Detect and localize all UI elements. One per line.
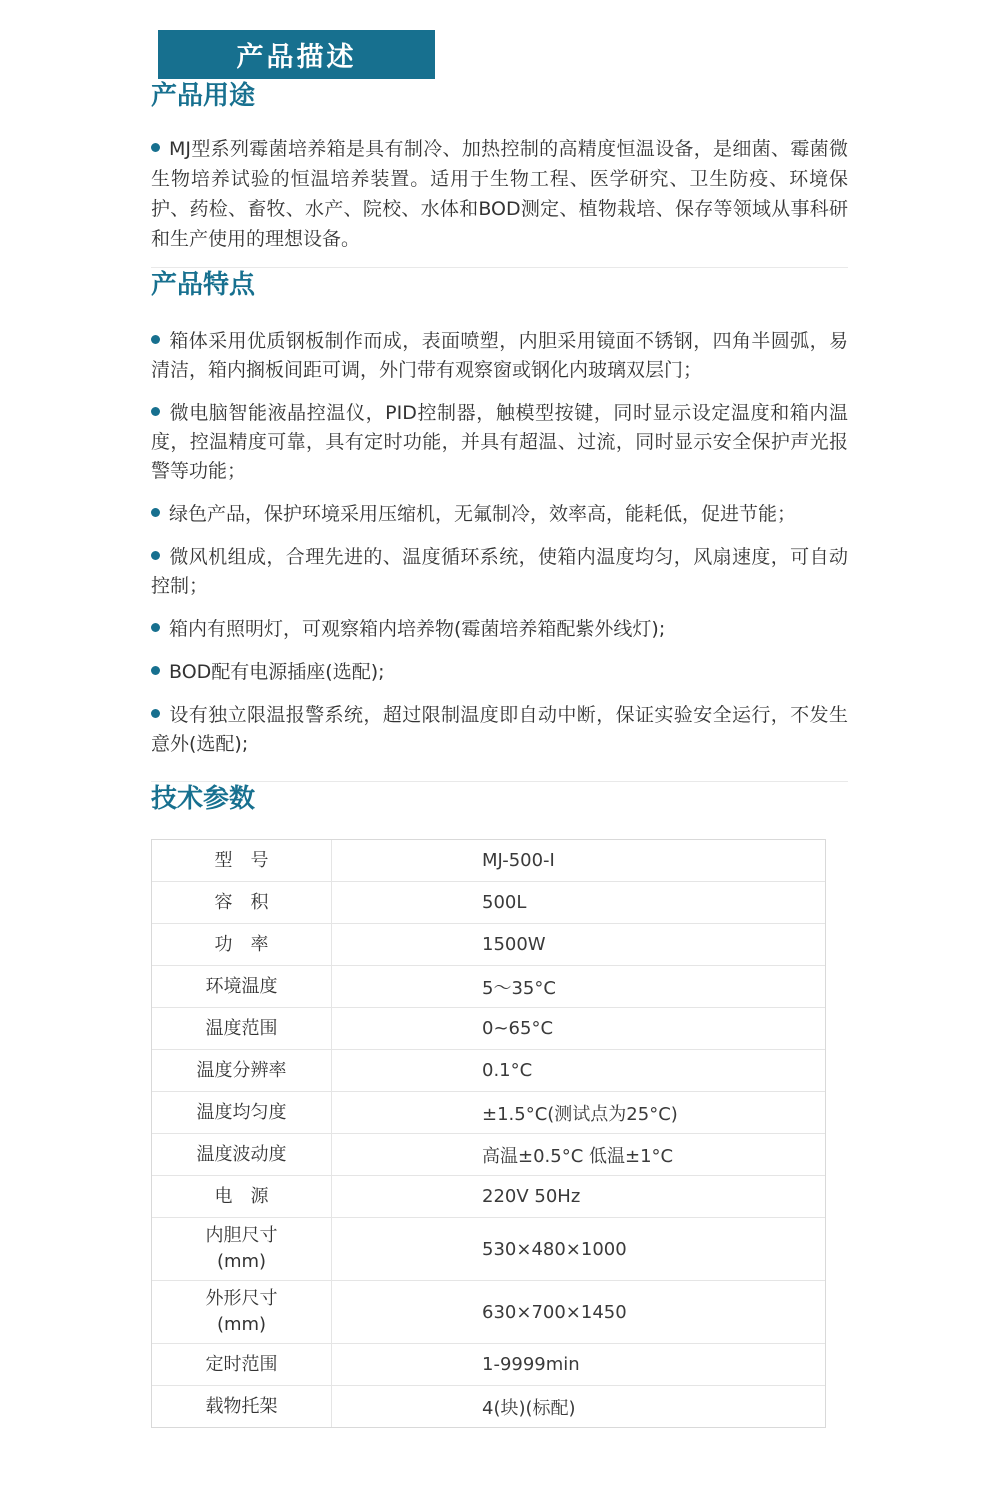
spec-label bbox=[152, 924, 332, 965]
spec-value: MJ-500-I bbox=[482, 850, 555, 872]
bullet-icon bbox=[151, 623, 160, 632]
spec-value: 5～35°C bbox=[482, 977, 556, 999]
usage-heading: 产品用途 bbox=[151, 81, 256, 111]
spec-label-unit: (mm) bbox=[216, 1251, 267, 1273]
feature-text: 箱内有照明灯，可观察箱内培养物(霉菌培养箱配紫外线灯); bbox=[169, 618, 666, 641]
spec-label bbox=[152, 1344, 332, 1385]
spec-value: ±1.5°C(测试点为25°C) bbox=[482, 1103, 678, 1125]
spec-row-outer-size bbox=[152, 1281, 825, 1344]
spec-value: 500L bbox=[482, 892, 527, 914]
spec-row-volume bbox=[152, 882, 825, 924]
feature-item bbox=[151, 658, 848, 687]
feature-text: 绿色产品，保护环境采用压缩机，无氟制冷，效率高，能耗低，促进节能； bbox=[169, 503, 797, 526]
banner-title: 产品描述 bbox=[236, 42, 357, 73]
spec-label-text: 功 率 bbox=[214, 933, 269, 955]
feature-item bbox=[151, 327, 848, 385]
bullet-icon bbox=[151, 551, 160, 560]
spec-label bbox=[152, 966, 332, 1007]
spec-label-unit: (mm) bbox=[216, 1314, 267, 1336]
spec-row-temp-range bbox=[152, 1008, 825, 1050]
spec-value: 0~65°C bbox=[482, 1018, 554, 1040]
spec-row-model bbox=[152, 840, 825, 882]
spec-label-text: 容 积 bbox=[214, 891, 269, 913]
spec-label-text: 载物托架 bbox=[205, 1395, 278, 1417]
spec-label bbox=[152, 1218, 332, 1280]
spec-row-timer-range bbox=[152, 1344, 825, 1386]
spec-label-text: 温度波动度 bbox=[196, 1143, 287, 1165]
spec-row-temp-uniformity bbox=[152, 1092, 825, 1134]
spec-row-ambient-temp bbox=[152, 966, 825, 1008]
bullet-icon bbox=[151, 508, 160, 517]
spec-label-text: 定时范围 bbox=[205, 1353, 278, 1375]
spec-label bbox=[152, 1092, 332, 1133]
spec-value: 630×700×1450 bbox=[482, 1301, 627, 1323]
feature-item bbox=[151, 500, 848, 529]
spec-label bbox=[152, 840, 332, 881]
spec-label bbox=[152, 882, 332, 923]
spec-value: 1500W bbox=[482, 934, 546, 956]
feature-item bbox=[151, 701, 848, 759]
feature-item bbox=[151, 399, 848, 486]
spec-label bbox=[152, 1281, 332, 1343]
spec-label-text: 内胆尺寸 bbox=[205, 1225, 278, 1247]
feature-item bbox=[151, 615, 848, 644]
spec-value: 220V 50Hz bbox=[482, 1186, 581, 1208]
section-banner bbox=[158, 30, 435, 79]
features-heading: 产品特点 bbox=[151, 270, 256, 301]
spec-label bbox=[152, 1134, 332, 1175]
feature-text: 设有独立限温报警系统，超过限制温度即自动中断，保证实验安全运行，不发生意外(选配); bbox=[151, 704, 848, 756]
usage-text: MJ型系列霉菌培养箱是具有制冷、加热控制的高精度恒温设备，是细菌、霉菌微生物培养试验的恒温培养装置。适用于生物工程、医学研究、卫生防疫、环境保护、药检、畜牧、水产、院校、水体和BOD测定、植物栽培、保存等领域从事科研和生产使用的理想设备。 bbox=[151, 138, 848, 251]
spec-value: 0.1°C bbox=[482, 1060, 533, 1082]
spec-label-text: 电 源 bbox=[214, 1185, 269, 1207]
bullet-icon bbox=[151, 407, 160, 416]
spec-row-inner-size bbox=[152, 1218, 825, 1281]
spec-value: 1-9999min bbox=[482, 1354, 580, 1376]
bullet-icon bbox=[151, 666, 160, 675]
bullet-icon bbox=[151, 143, 160, 152]
feature-text: BOD配有电源插座(选配); bbox=[169, 661, 385, 684]
spec-value: 高温±0.5°C 低温±1°C bbox=[482, 1145, 674, 1167]
spec-value: 530×480×1000 bbox=[482, 1238, 627, 1260]
feature-text: 微风机组成，合理先进的、温度循环系统，使箱内温度均匀，风扇速度，可自动控制； bbox=[151, 546, 848, 598]
features-list bbox=[151, 327, 848, 759]
spec-row-power bbox=[152, 924, 825, 966]
spec-label-text: 温度范围 bbox=[205, 1017, 278, 1039]
spec-row-shelves bbox=[152, 1386, 825, 1427]
bullet-icon bbox=[151, 335, 160, 344]
spec-row-power-supply bbox=[152, 1176, 825, 1218]
spec-row-temp-fluctuation bbox=[152, 1134, 825, 1176]
spec-row-temp-resolution bbox=[152, 1050, 825, 1092]
spec-label bbox=[152, 1050, 332, 1091]
spec-value: 4(块)(标配) bbox=[482, 1397, 576, 1419]
feature-text: 微电脑智能液晶控温仪，PID控制器，触模型按键，同时显示设定温度和箱内温度，控温精度可靠，具有定时功能，并具有超温、过流，同时显示安全保护声光报警等功能； bbox=[151, 402, 848, 483]
spec-label-text: 型 号 bbox=[214, 849, 269, 871]
specs-heading: 技术参数 bbox=[151, 784, 256, 815]
spec-label bbox=[152, 1386, 332, 1427]
spec-label-text: 温度均匀度 bbox=[196, 1101, 287, 1123]
spec-label-text: 环境温度 bbox=[205, 975, 278, 997]
usage-paragraph bbox=[151, 134, 848, 254]
spec-label-text: 温度分辨率 bbox=[196, 1059, 287, 1081]
specs-table bbox=[151, 839, 826, 1428]
feature-item bbox=[151, 543, 848, 601]
spec-label-text: 外形尺寸 bbox=[205, 1288, 278, 1310]
feature-text: 箱体采用优质钢板制作而成，表面喷塑，内胆采用镜面不锈钢，四角半圆弧，易清洁，箱内搁板间距可调，外门带有观察窗或钢化内玻璃双层门； bbox=[151, 330, 848, 382]
bullet-icon bbox=[151, 709, 160, 718]
spec-label bbox=[152, 1008, 332, 1049]
spec-label bbox=[152, 1176, 332, 1217]
